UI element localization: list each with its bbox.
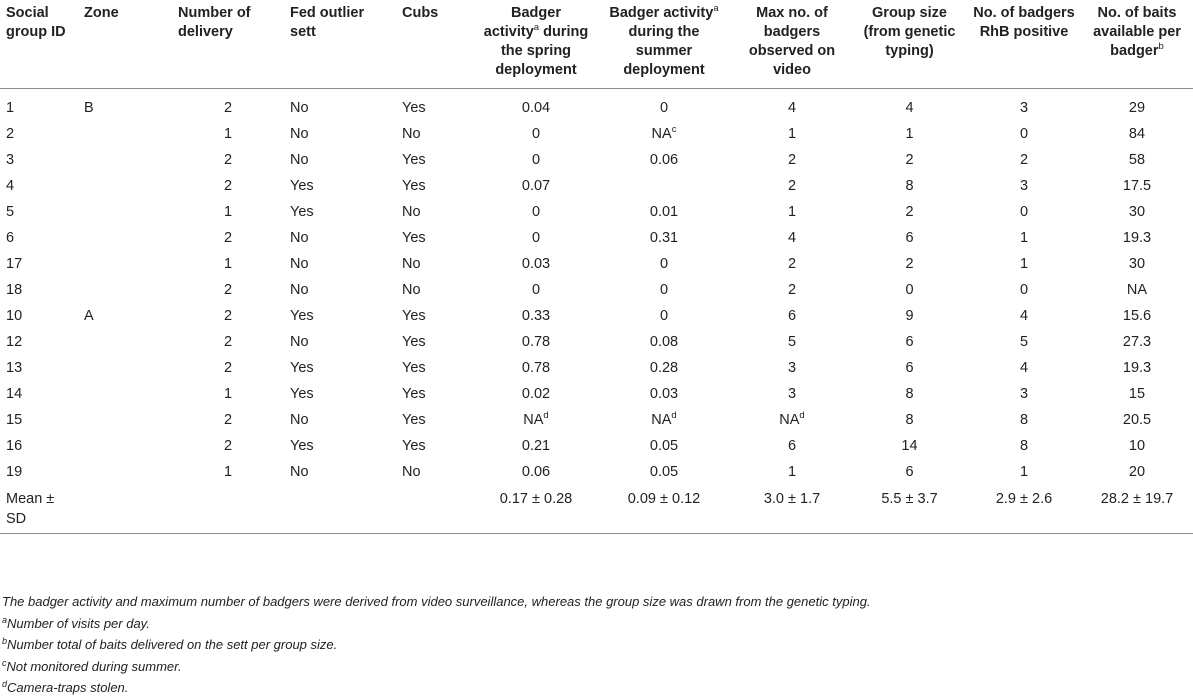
cell-max-badgers: 1 xyxy=(787,464,797,480)
cell-activity-summer: 0.03 xyxy=(649,386,679,402)
cell-fed-outlier-sett: Yes xyxy=(290,204,314,220)
cell-activity-spring: 0 xyxy=(531,126,541,142)
cell-group-size: 6 xyxy=(905,464,914,480)
cell-baits-per-badger: 15 xyxy=(1128,386,1146,402)
cell-zone xyxy=(78,381,172,407)
cell-activity-summer: 0 xyxy=(659,100,669,116)
cell-max-badgers: 2 xyxy=(787,282,797,298)
cell-cubs: No xyxy=(402,256,421,272)
cell-mean-label: Mean ± SD xyxy=(0,485,78,534)
cell-cubs: No xyxy=(402,464,421,480)
table-row xyxy=(0,407,1193,433)
cell-activity-summer: $NA^d$ xyxy=(651,410,677,428)
cell-fed-outlier-sett: No xyxy=(290,282,309,298)
cell-social-group-id: 16 xyxy=(6,438,23,454)
cell-max-badgers: $NA^d$ xyxy=(779,410,805,428)
cell-social-group-id: 10 xyxy=(6,308,23,324)
footnote-a: $^a$Number of visits per day. xyxy=(2,614,150,631)
cell-zone: A xyxy=(84,308,94,324)
cell-cubs: Yes xyxy=(402,412,426,428)
cell-zone xyxy=(78,433,172,459)
header-max-badgers-video: Max no. of badgers observed on video xyxy=(732,0,852,89)
cell-rhb-positive: 4 xyxy=(1019,360,1029,376)
cell-rhb-positive: 0 xyxy=(1019,282,1029,298)
cell-zone xyxy=(78,173,172,199)
cell-activity-spring: 0.04 xyxy=(521,100,551,116)
cell-activity-spring: 0 xyxy=(531,204,541,220)
cell-activity-summer: 0.01 xyxy=(649,204,679,220)
header-cubs: Cubs xyxy=(396,0,476,89)
cell-max-badgers: 3 xyxy=(787,386,797,402)
cell-rhb-positive: 1 xyxy=(1019,230,1029,246)
cell-rhb-positive: 3 xyxy=(1019,178,1029,194)
cell-baits-per-badger: NA xyxy=(1126,282,1148,298)
cell-max-badgers: 1 xyxy=(787,204,797,220)
header-social-group-id: Social group ID xyxy=(0,0,78,89)
cell-mean-rhb: 2.9 ± 2.6 xyxy=(967,485,1081,534)
cell-activity-summer: 0 xyxy=(659,256,669,272)
cell-zone xyxy=(78,329,172,355)
cell-empty xyxy=(172,485,284,534)
header-rhb-positive: No. of badgers RhB positive xyxy=(967,0,1081,89)
cell-number-of-delivery: 2 xyxy=(223,334,233,350)
header-fed-outlier-sett: Fed outlier sett xyxy=(284,0,396,89)
cell-cubs: No xyxy=(402,282,421,298)
table-row xyxy=(0,355,1193,381)
footnote-b: $^b$Number total of baits delivered on the sett per group size. xyxy=(2,636,338,653)
cell-fed-outlier-sett: No xyxy=(290,464,309,480)
cell-rhb-positive: 0 xyxy=(1019,204,1029,220)
cell-baits-per-badger: 30 xyxy=(1128,204,1146,220)
cell-rhb-positive: 5 xyxy=(1019,334,1029,350)
cell-cubs: No xyxy=(402,126,421,142)
cell-mean-group: 5.5 ± 3.7 xyxy=(852,485,967,534)
cell-group-size: 8 xyxy=(905,386,914,402)
cell-social-group-id: 14 xyxy=(6,386,23,402)
cell-max-badgers: 4 xyxy=(787,230,797,246)
cell-social-group-id: 12 xyxy=(6,334,23,350)
table-row xyxy=(0,433,1193,459)
cell-zone xyxy=(78,459,172,485)
footnote-d: $^d$Camera-traps stolen. xyxy=(2,679,129,696)
cell-activity-spring: 0.03 xyxy=(521,256,551,272)
cell-activity-spring: 0.33 xyxy=(521,308,551,324)
table-body xyxy=(0,89,1193,534)
cell-max-badgers: 3 xyxy=(787,360,797,376)
header-baits-per-badger: No. of baits available per badger$^b$ xyxy=(1081,0,1193,89)
cell-activity-spring: 0.07 xyxy=(521,178,551,194)
cell-activity-spring: 0.06 xyxy=(521,464,551,480)
cell-max-badgers: 6 xyxy=(787,438,797,454)
cell-activity-summer: 0.06 xyxy=(649,152,679,168)
cell-zone xyxy=(78,225,172,251)
cell-number-of-delivery: 2 xyxy=(223,178,233,194)
table-row xyxy=(0,89,1193,122)
cell-cubs: Yes xyxy=(402,152,426,168)
cell-activity-summer: 0.28 xyxy=(649,360,679,376)
cell-empty xyxy=(78,485,172,534)
cell-group-size: 8 xyxy=(905,412,914,428)
cell-max-badgers: 1 xyxy=(787,126,797,142)
cell-rhb-positive: 3 xyxy=(1019,100,1029,116)
cell-baits-per-badger: 15.6 xyxy=(1122,308,1152,324)
table-row xyxy=(0,121,1193,147)
cell-rhb-positive: 3 xyxy=(1019,386,1029,402)
cell-group-size: 2 xyxy=(905,204,914,220)
cell-zone xyxy=(78,355,172,381)
cell-zone xyxy=(78,407,172,433)
table-row xyxy=(0,277,1193,303)
cell-social-group-id: 15 xyxy=(6,412,23,428)
cell-activity-summer: 0.05 xyxy=(649,464,679,480)
cell-fed-outlier-sett: Yes xyxy=(290,360,314,376)
cell-social-group-id: 13 xyxy=(6,360,23,376)
cell-rhb-positive: 4 xyxy=(1019,308,1029,324)
header-badger-activity-summer: Badger activity$^a$ during the summer deployment xyxy=(596,0,732,89)
cell-number-of-delivery: 1 xyxy=(223,204,233,220)
cell-fed-outlier-sett: No xyxy=(290,100,309,116)
cell-fed-outlier-sett: Yes xyxy=(290,178,314,194)
cell-cubs: Yes xyxy=(402,334,426,350)
cell-cubs: Yes xyxy=(402,386,426,402)
cell-max-badgers: 4 xyxy=(787,100,797,116)
cell-activity-summer: 0 xyxy=(659,282,669,298)
footnote-c: $^c$Not monitored during summer. xyxy=(2,657,182,674)
cell-cubs: Yes xyxy=(402,360,426,376)
cell-rhb-positive: 1 xyxy=(1019,256,1029,272)
cell-baits-per-badger: 58 xyxy=(1128,152,1146,168)
table-footnotes xyxy=(2,591,1140,699)
table-row xyxy=(0,329,1193,355)
cell-baits-per-badger: 17.5 xyxy=(1122,178,1152,194)
cell-activity-spring: 0.78 xyxy=(521,334,551,350)
cell-baits-per-badger: 29 xyxy=(1128,100,1146,116)
header-number-of-delivery: Number of delivery xyxy=(172,0,284,89)
cell-max-badgers: 6 xyxy=(787,308,797,324)
header-badger-activity-spring: Badger activity$^a$ during the spring deployment xyxy=(476,0,596,89)
cell-social-group-id: 3 xyxy=(6,152,15,168)
cell-zone xyxy=(78,199,172,225)
cell-group-size: 6 xyxy=(905,334,914,350)
cell-number-of-delivery: 1 xyxy=(223,464,233,480)
cell-fed-outlier-sett: Yes xyxy=(290,308,314,324)
cell-rhb-positive: 8 xyxy=(1019,412,1029,428)
cell-mean-baits: 28.2 ± 19.7 xyxy=(1081,485,1193,534)
cell-baits-per-badger: 84 xyxy=(1128,126,1146,142)
table-row xyxy=(0,173,1193,199)
cell-baits-per-badger: 19.3 xyxy=(1122,360,1152,376)
cell-number-of-delivery: 2 xyxy=(223,230,233,246)
table-row xyxy=(0,459,1193,485)
cell-group-size: 9 xyxy=(905,308,914,324)
cell-baits-per-badger: 20 xyxy=(1128,464,1146,480)
cell-group-size: 6 xyxy=(905,360,914,376)
table-row xyxy=(0,225,1193,251)
cell-fed-outlier-sett: No xyxy=(290,334,309,350)
cell-number-of-delivery: 1 xyxy=(223,386,233,402)
cell-fed-outlier-sett: No xyxy=(290,256,309,272)
cell-fed-outlier-sett: Yes xyxy=(290,438,314,454)
cell-cubs: Yes xyxy=(402,178,426,194)
cell-baits-per-badger: 19.3 xyxy=(1122,230,1152,246)
cell-baits-per-badger: 20.5 xyxy=(1122,412,1152,428)
cell-activity-spring: 0.21 xyxy=(521,438,551,454)
cell-number-of-delivery: 2 xyxy=(223,308,233,324)
cell-fed-outlier-sett: No xyxy=(290,230,309,246)
cell-mean-spring: 0.17 ± 0.28 xyxy=(476,485,596,534)
cell-activity-summer: 0 xyxy=(659,308,669,324)
cell-social-group-id: 2 xyxy=(6,126,15,142)
cell-zone xyxy=(78,251,172,277)
table-row xyxy=(0,303,1193,329)
cell-activity-summer: 0.05 xyxy=(649,438,679,454)
cell-max-badgers: 2 xyxy=(787,256,797,272)
cell-group-size: 4 xyxy=(905,100,914,116)
cell-number-of-delivery: 2 xyxy=(223,438,233,454)
cell-number-of-delivery: 2 xyxy=(223,282,233,298)
cell-empty xyxy=(396,485,476,534)
cell-baits-per-badger: 10 xyxy=(1128,438,1146,454)
cell-social-group-id: 1 xyxy=(6,100,15,116)
cell-fed-outlier-sett: No xyxy=(290,126,309,142)
cell-group-size: 8 xyxy=(905,178,914,194)
cell-zone xyxy=(78,277,172,303)
cell-max-badgers: 2 xyxy=(787,152,797,168)
cell-number-of-delivery: 2 xyxy=(223,100,233,116)
cell-empty xyxy=(284,485,396,534)
cell-max-badgers: 5 xyxy=(787,334,797,350)
cell-mean-summer: 0.09 ± 0.12 xyxy=(596,485,732,534)
cell-zone: B xyxy=(84,100,94,116)
cell-fed-outlier-sett: Yes xyxy=(290,386,314,402)
cell-social-group-id: 18 xyxy=(6,282,23,298)
cell-cubs: Yes xyxy=(402,100,426,116)
cell-cubs: Yes xyxy=(402,230,426,246)
table-row xyxy=(0,381,1193,407)
cell-activity-summer: $NA^c$ xyxy=(651,124,677,142)
cell-social-group-id: 17 xyxy=(6,256,23,272)
cell-rhb-positive: 2 xyxy=(1019,152,1029,168)
cell-activity-summer: 0.08 xyxy=(649,334,679,350)
cell-fed-outlier-sett: No xyxy=(290,412,309,428)
cell-social-group-id: 19 xyxy=(6,464,23,480)
cell-number-of-delivery: 1 xyxy=(223,126,233,142)
cell-number-of-delivery: 1 xyxy=(223,256,233,272)
table-row xyxy=(0,147,1193,173)
header-group-size: Group size (from genetic typing) xyxy=(852,0,967,89)
cell-number-of-delivery: 2 xyxy=(223,152,233,168)
cell-fed-outlier-sett: No xyxy=(290,152,309,168)
table-row xyxy=(0,199,1193,225)
table-row xyxy=(0,251,1193,277)
cell-group-size: 14 xyxy=(901,438,918,454)
cell-group-size: 6 xyxy=(905,230,914,246)
cell-zone xyxy=(78,121,172,147)
cell-activity-spring: 0 xyxy=(531,152,541,168)
cell-group-size: 1 xyxy=(905,126,914,142)
cell-group-size: 2 xyxy=(905,152,914,168)
cell-activity-spring: $NA^d$ xyxy=(523,410,549,428)
cell-activity-summer: 0.31 xyxy=(649,230,679,246)
cell-activity-spring: 0.02 xyxy=(521,386,551,402)
cell-rhb-positive: 1 xyxy=(1019,464,1029,480)
cell-social-group-id: 5 xyxy=(6,204,15,220)
cell-cubs: Yes xyxy=(402,438,426,454)
cell-social-group-id: 4 xyxy=(6,178,15,194)
footnote-main: The badger activity and maximum number of badgers were derived from video surveillance, whereas the group size was drawn from the genetic typing. xyxy=(2,594,871,609)
cell-number-of-delivery: 2 xyxy=(223,360,233,376)
cell-rhb-positive: 0 xyxy=(1019,126,1029,142)
cell-number-of-delivery: 2 xyxy=(223,412,233,428)
mean-sd-row xyxy=(0,485,1193,534)
cell-social-group-id: 6 xyxy=(6,230,15,246)
cell-cubs: No xyxy=(402,204,421,220)
cell-max-badgers: 2 xyxy=(787,178,797,194)
cell-rhb-positive: 8 xyxy=(1019,438,1029,454)
cell-activity-spring: 0.78 xyxy=(521,360,551,376)
header-zone: Zone xyxy=(78,0,172,89)
cell-activity-spring: 0 xyxy=(531,282,541,298)
cell-group-size: 0 xyxy=(905,282,914,298)
header-row xyxy=(0,0,1193,89)
cell-zone xyxy=(78,147,172,173)
cell-activity-spring: 0 xyxy=(531,230,541,246)
cell-group-size: 2 xyxy=(905,256,914,272)
cell-baits-per-badger: 30 xyxy=(1128,256,1146,272)
cell-activity-summer xyxy=(596,173,732,199)
cell-baits-per-badger: 27.3 xyxy=(1122,334,1152,350)
cell-cubs: Yes xyxy=(402,308,426,324)
cell-mean-max: 3.0 ± 1.7 xyxy=(732,485,852,534)
